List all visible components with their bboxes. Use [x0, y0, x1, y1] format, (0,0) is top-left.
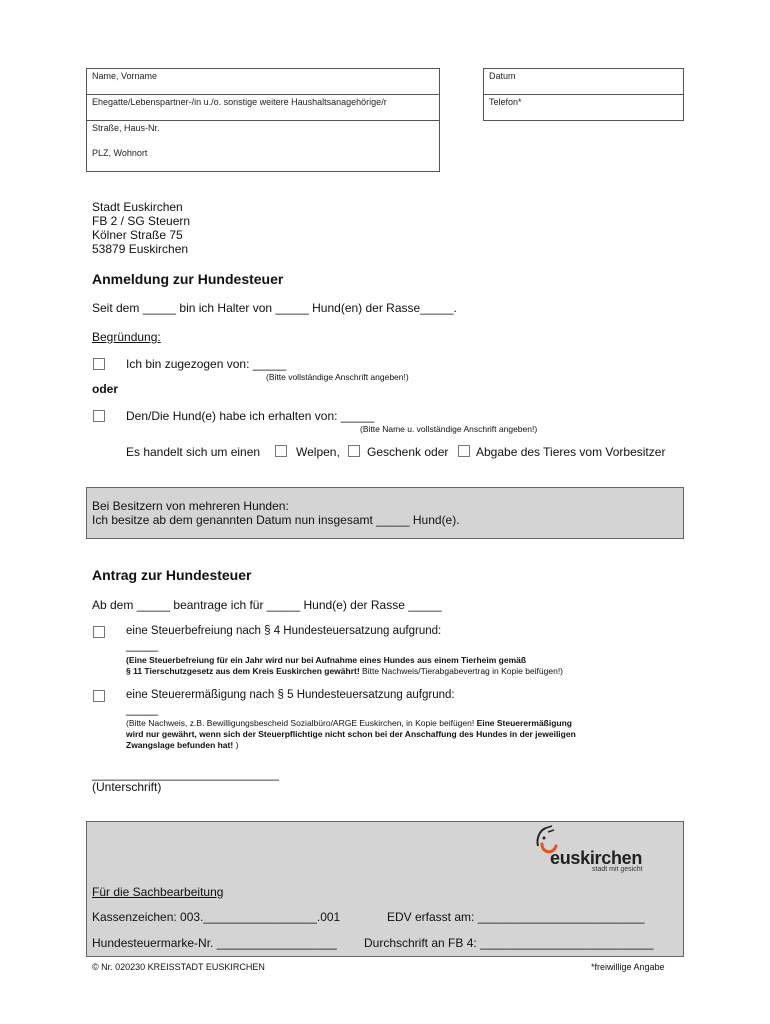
note-bold: § 11 Tierschutzgesetz aus dem Kreis Euskirchen gewährt! — [126, 666, 360, 676]
office-heading: Für die Sachbearbeitung — [92, 885, 224, 899]
multiple-dogs-count[interactable]: Ich besitze ab dem genannten Datum nun insgesamt _____ Hund(e). — [92, 513, 460, 527]
recipient-line: FB 2 / SG Steuern — [92, 214, 191, 228]
divider — [86, 120, 440, 121]
signature-label: (Unterschrift) — [92, 780, 162, 794]
date-field[interactable]: Datum — [489, 71, 516, 81]
exemption-note — [126, 655, 563, 677]
puppy-label: Welpen, — [296, 445, 340, 459]
note-bold: Zwangslage befunden hat! — [126, 740, 234, 750]
edv-date[interactable]: EDV erfasst am: _________________________ — [387, 910, 645, 924]
note-text: (Bitte Nachweis, z.B. Bewilligungsbescheid Sozialbüro/ARGE Euskirchen, in Kopie beifügen! — [126, 718, 475, 728]
reason-heading: Begründung: — [92, 330, 161, 344]
or-label: oder — [92, 382, 119, 396]
city-field[interactable]: PLZ, Wohnort — [92, 148, 148, 158]
transfer-checkbox[interactable] — [458, 445, 470, 457]
gift-label: Geschenk oder — [367, 445, 449, 459]
cash-reference[interactable]: Kassenzeichen: 003._________________.001 — [92, 910, 341, 924]
note-bold: (Eine Steuerbefreiung für ein Jahr wird nur bei Aufnahme eines Hundes aus einem Tierheim gemäß — [126, 655, 527, 665]
puppy-checkbox[interactable] — [275, 445, 287, 457]
reduction-blank[interactable]: _____ — [126, 704, 158, 716]
recipient-line: Stadt Euskirchen — [92, 200, 183, 214]
copy-to[interactable]: Durchschrift an FB 4: __________________________ — [364, 936, 654, 950]
note-bold: wird nur gewährt, wenn sich der Steuerpflichtige nicht schon bei der Anschaffung des Hundes in der jeweiligen — [126, 729, 576, 739]
received-checkbox[interactable] — [93, 410, 105, 422]
recipient-line: Kölner Straße 75 — [92, 228, 183, 242]
exemption-blank[interactable]: _____ — [126, 640, 158, 652]
transfer-label: Abgabe des Tieres vom Vorbesitzer — [476, 445, 666, 459]
euskirchen-logo — [530, 822, 660, 874]
multiple-dogs-heading: Bei Besitzern von mehreren Hunden: — [92, 499, 289, 513]
optional-note: *freiwillige Angabe — [591, 962, 665, 972]
moved-checkbox[interactable] — [93, 358, 105, 370]
tag-number[interactable]: Hundesteuermarke-Nr. __________________ — [92, 936, 337, 950]
registration-title: Anmeldung zur Hundesteuer — [92, 271, 284, 287]
concerns-label: Es handelt sich um einen — [126, 445, 261, 459]
logo-text: euskirchen — [550, 848, 643, 868]
divider — [86, 94, 440, 95]
exemption-checkbox[interactable] — [93, 626, 105, 638]
reduction-note — [126, 718, 576, 751]
exemption-label: eine Steuerbefreiung nach § 4 Hundesteuersatzung aufgrund: — [126, 625, 442, 637]
street-field[interactable]: Straße, Haus-Nr. — [92, 123, 160, 133]
form-number: © Nr. 020230 KREISSTADT EUSKIRCHEN — [92, 962, 265, 972]
reduction-checkbox[interactable] — [93, 690, 105, 702]
note-text: ) — [233, 740, 239, 750]
recipient-address — [92, 200, 190, 256]
moved-label: Ich bin zugezogen von: _____ — [126, 357, 287, 371]
moved-hint: (Bitte vollständige Anschrift angeben!) — [266, 372, 409, 382]
spouse-field[interactable]: Ehegatte/Lebenspartner-/in u./o. sonstige weitere Haushaltsanagehörige/r — [92, 97, 387, 107]
recipient-line: 53879 Euskirchen — [92, 242, 189, 256]
from-line[interactable]: Ab dem _____ beantrage ich für _____ Hund(e) der Rasse _____ — [92, 598, 442, 612]
name-field[interactable]: Name, Vorname — [92, 71, 158, 81]
logo-tagline: stadt mit gesicht — [592, 866, 643, 873]
note-text: Bitte Nachweis/Tierabgabevertrag in Kopie beifügen!) — [359, 666, 564, 676]
divider — [483, 94, 684, 95]
received-hint: (Bitte Name u. vollständige Anschrift angeben!) — [360, 424, 538, 434]
gift-checkbox[interactable] — [348, 445, 360, 457]
phone-field[interactable]: Telefon* — [489, 97, 522, 107]
application-title: Antrag zur Hundesteuer — [92, 567, 252, 583]
since-line[interactable]: Seit dem _____ bin ich Halter von _____ Hund(en) der Rasse_____. — [92, 301, 457, 315]
reduction-label: eine Steuerermäßigung nach § 5 Hundesteuersatzung aufgrund: — [126, 689, 455, 701]
signature-line[interactable]: ____________________________ — [92, 767, 279, 781]
received-label: Den/Die Hund(e) habe ich erhalten von: _____ — [126, 409, 375, 423]
note-bold: Eine Steuerermäßigung — [474, 718, 572, 728]
